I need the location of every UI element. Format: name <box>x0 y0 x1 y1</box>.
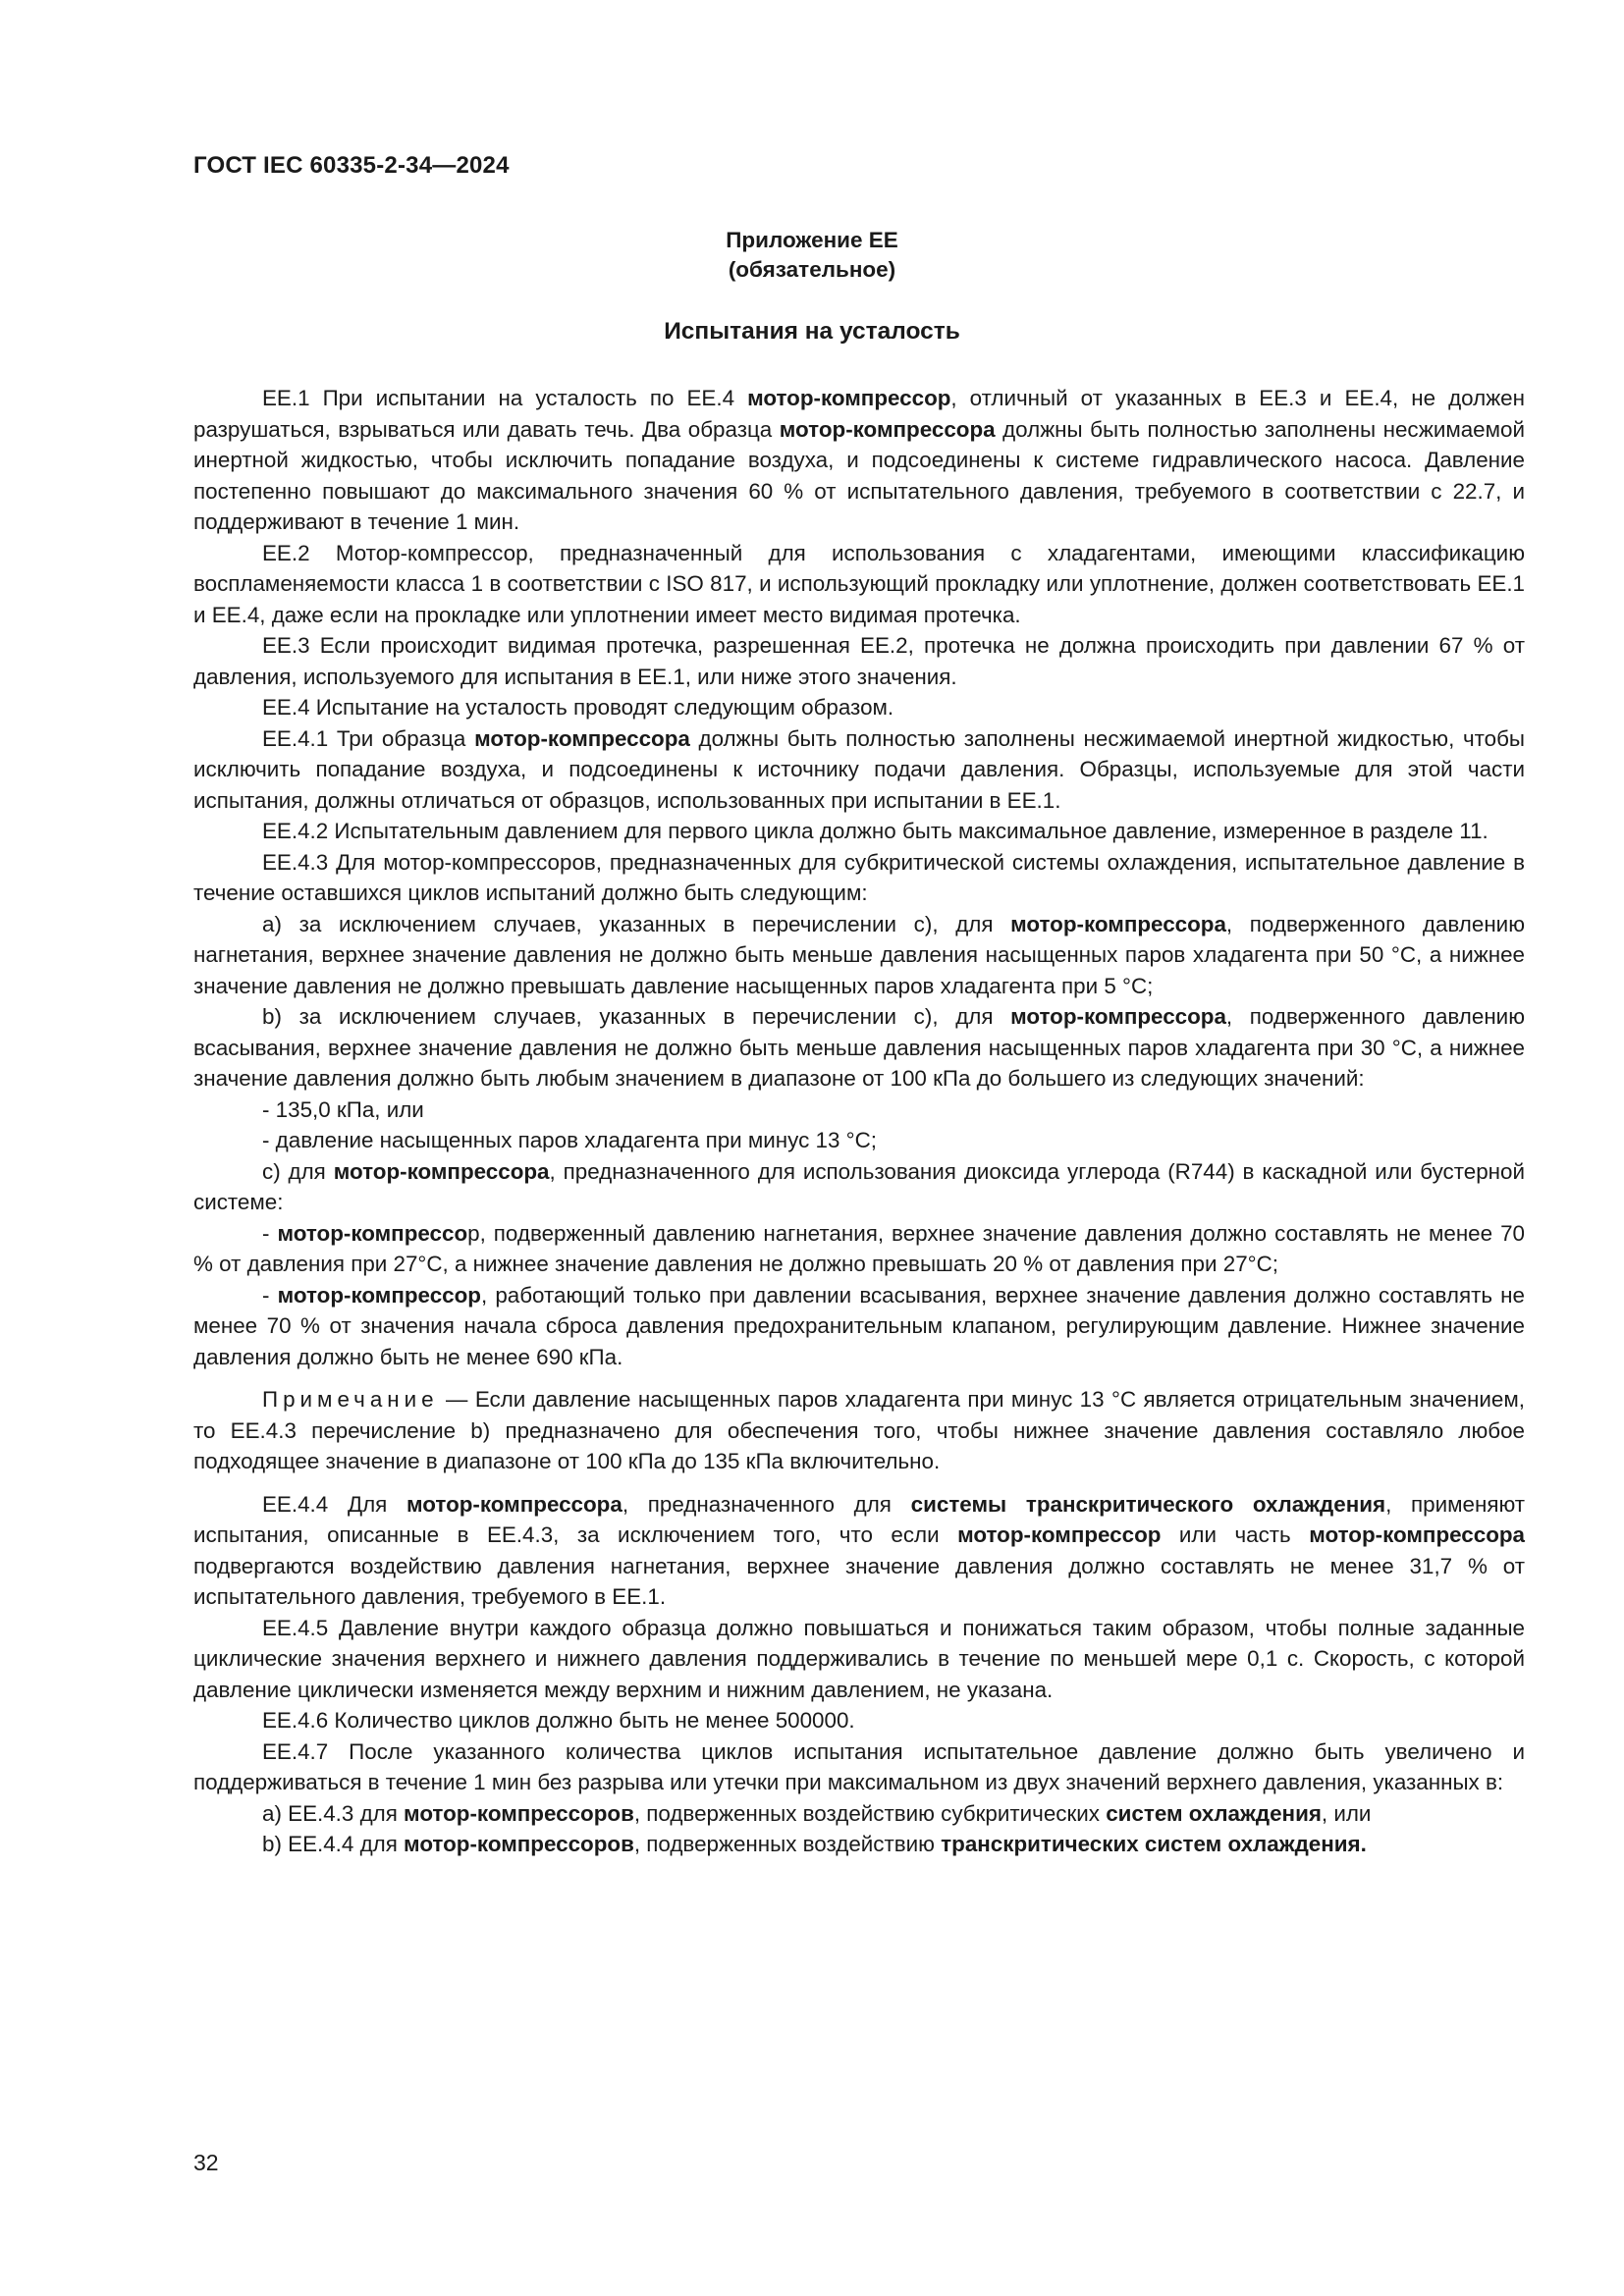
paragraph-ee4-1 <box>193 723 1525 817</box>
document-header: ГОСТ IEC 60335-2-34—2024 <box>193 152 510 179</box>
text-run: a) за исключением случаев, указанных в перечислении с), для <box>262 911 1011 936</box>
paragraph-ee4-4 <box>193 1489 1525 1613</box>
appendix-heading <box>0 226 1624 285</box>
paragraph-ee4-5 <box>193 1613 1525 1706</box>
paragraph-ee4-3-c <box>193 1156 1525 1218</box>
bold-term: мотор-компрессора <box>406 1491 623 1517</box>
text-run: c) для <box>262 1158 334 1184</box>
text-run: , предназначенного для использования диоксида углерода (R744) в каскадной или бустерной системе: <box>193 1158 1525 1214</box>
text-run: , отличный от указанных в ЕЕ.3 и ЕЕ.4, не должен разрушаться, взрываться или давать течь. Два образца <box>193 386 1525 442</box>
text-run: ЕЕ.4.7 После указанного количества циклов испытания испытательное давление должно быть увеличено и поддерживаться в течение 1 мин без разрыва или утечки при максимальном из двух значений верхнего давления, указанных в: <box>193 1738 1525 1794</box>
text-run: , работающий только при давлении всасывания, верхнее значение давления должно составлять не менее 70 % от значения начала сброса давления предохранительным клапаном, регулирующим давление. Нижнее значение давления должно быть не менее 690 кПа. <box>193 1282 1526 1369</box>
text-run: ЕЕ.4.2 Испытательным давлением для первого цикла должно быть максимальное давление, измеренное в разделе 11. <box>262 819 1489 843</box>
paragraph-ee4-2 <box>193 816 1525 847</box>
paragraph-ee4-3-b <box>193 1001 1525 1095</box>
text-run: , подверженного давлению всасывания, верхнее значение давления не должно быть меньше давления насыщенных паров хладагента при 30 °С, а нижнее значение давления должно быть любым значением в диапазоне от 100 кПа до большего из следующих значений: <box>193 1004 1525 1091</box>
text-run: - <box>262 1220 278 1246</box>
paragraph-ee4-3 <box>193 847 1525 909</box>
bold-term: мотор-компрессоров <box>404 1800 634 1826</box>
text-run: ЕЕ.4.1 Три образца <box>262 725 475 751</box>
text-run: , применяют испытания, описанные в ЕЕ.4.3, за исключением того, что если <box>193 1491 1525 1547</box>
text-run: , или <box>1321 1800 1372 1826</box>
text-run: , подверженного давлению нагнетания, верхнее значение давления не должно быть меньше давления насыщенных паров хладагента при 50 °С, а нижнее значение давления не должно превышать давление насыщенных паров хладагента при 5 °С; <box>193 911 1525 998</box>
section-title: Испытания на усталость <box>664 318 960 345</box>
text-run: , предназначенного для <box>622 1491 911 1517</box>
bold-term: мотор-компрессора <box>333 1158 550 1184</box>
bold-term: мотор-компрессора <box>474 725 690 751</box>
paragraph-ee4-3-a <box>193 909 1525 1002</box>
paragraph-ee1 <box>193 383 1525 538</box>
paragraph-ee4-3-b-2 <box>193 1125 1525 1156</box>
text-run: , подверженных воздействию <box>633 1832 942 1856</box>
appendix-label: Приложение ЕЕ <box>726 228 898 252</box>
text-run: ЕЕ.2 Мотор-компрессор, предназначенный для использования с хладагентами, имеющими классификацию воспламеняемости класса 1 в соответствии с ISO 817, и использующий прокладку или уплотнение, должен соответствовать ЕЕ.1 и ЕЕ.4, даже если на прокладке или уплотнении имеет место видимая протечка. <box>193 540 1525 627</box>
bold-term: мотор-компрессора <box>1309 1522 1525 1547</box>
paragraph-ee4-3-b-1 <box>193 1095 1525 1126</box>
text-run: b) за исключением случаев, указанных в перечислении с), для <box>262 1004 1011 1029</box>
text-run: - давление насыщенных паров хладагента при минус 13 °С; <box>262 1128 878 1152</box>
paragraph-ee4-7-a <box>193 1798 1525 1830</box>
paragraph-ee4-3-c-2 <box>193 1280 1525 1373</box>
bold-term: мотор-компрессор <box>957 1522 1162 1547</box>
text-run: - 135,0 кПа, или <box>262 1096 424 1122</box>
paragraph-ee4-6 <box>193 1705 1525 1736</box>
bold-term: мотор-компрессора <box>779 416 996 442</box>
text-run: Примечание <box>262 1387 439 1412</box>
text-run: ЕЕ.1 При испытании на усталость по ЕЕ.4 <box>262 386 748 410</box>
bold-term: мотор-компрессора <box>1010 911 1226 936</box>
paragraph-ee3 <box>193 630 1525 692</box>
paragraph-ee2 <box>193 538 1525 631</box>
document-body <box>193 383 1525 1860</box>
bold-term: мотор-компрессо <box>277 1220 468 1246</box>
paragraph-ee4 <box>193 692 1525 723</box>
bold-term: мотор-компрессора <box>1010 1004 1226 1029</box>
paragraph-ee4-7 <box>193 1736 1525 1798</box>
bold-term: мотор-компрессор <box>277 1282 481 1308</box>
text-run: подвергаются воздействию давления нагнетания, верхнее значение давления должно составлять не менее 31,7 % от испытательного давления, требуемого в ЕЕ.1. <box>193 1553 1525 1609</box>
text-run: должны быть полностью заполнены несжимаемой инертной жидкостью, чтобы исключить попадание воздуха, и подсоединены к системе гидравлического насоса. Давление постепенно повышают до максимального значения 60 % от испытательного давления, требуемого в соответствии с 22.7, и поддерживают в течение 1 мин. <box>193 416 1525 534</box>
text-run: - <box>262 1282 278 1308</box>
bold-term: мотор-компрессоров <box>404 1832 634 1856</box>
bold-term: систем охлаждения <box>1106 1800 1322 1826</box>
text-run: р, подверженный давлению нагнетания, верхнее значение давления должно составлять не менее 70 % от давления при 27°С, а нижнее значение давления не должно превышать 20 % от давления при 27°С; <box>193 1220 1525 1276</box>
appendix-status: (обязательное) <box>728 257 896 282</box>
text-run: a) ЕЕ.4.3 для <box>262 1800 405 1826</box>
paragraph-note <box>193 1384 1525 1477</box>
text-run: ЕЕ.4.3 Для мотор-компрессоров, предназначенных для субкритической системы охлаждения, испытательное давление в течение оставшихся циклов испытаний должно быть следующим: <box>193 849 1525 905</box>
text-run: ЕЕ.3 Если происходит видимая протечка, разрешенная ЕЕ.2, протечка не должна происходить при давлении 67 % от давления, используемого для испытания в ЕЕ.1, или ниже этого значения. <box>193 633 1525 689</box>
text-run: должны быть полностью заполнены несжимаемой инертной жидкостью, чтобы исключить попадание воздуха, и подсоединены к источнику подачи давления. Образцы, используемые для этой части испытания, должны отличаться от образцов, использованных при испытании в ЕЕ.1. <box>193 725 1526 813</box>
text-run: — Если давление насыщенных паров хладагента при минус 13 °С является отрицательным значением, то ЕЕ.4.3 перечисление b) предназначено для обеспечения того, чтобы нижнее значение давления составляло любое подходящее значение в диапазоне от 100 кПа до 135 кПа включительно. <box>193 1387 1525 1473</box>
bold-term: транскритических систем охлаждения. <box>941 1832 1367 1856</box>
text-run: ЕЕ.4 Испытание на усталость проводят следующим образом. <box>262 695 894 720</box>
paragraph-ee4-7-b <box>193 1829 1525 1860</box>
text-run: ЕЕ.4.5 Давление внутри каждого образца должно повышаться и понижаться таким образом, чтобы полные заданные циклические значения верхнего и нижнего давления поддерживались в течение по меньшей мере 0,1 с. Скорость, с которой давление циклически изменяется между верхним и нижним давлением, не указана. <box>193 1615 1525 1702</box>
text-run: ЕЕ.4.6 Количество циклов должно быть не менее 500000. <box>262 1708 855 1733</box>
text-run: ЕЕ.4.4 Для <box>262 1491 407 1517</box>
text-run: или часть <box>1161 1522 1310 1547</box>
text-run: , подверженных воздействию субкритических <box>633 1800 1107 1826</box>
page-number: 32 <box>193 2150 219 2175</box>
paragraph-ee4-3-c-1 <box>193 1218 1525 1280</box>
bold-term: мотор-компрессор <box>747 386 951 410</box>
bold-term: системы транскритического охлаждения <box>910 1491 1386 1517</box>
text-run: b) ЕЕ.4.4 для <box>262 1832 405 1856</box>
